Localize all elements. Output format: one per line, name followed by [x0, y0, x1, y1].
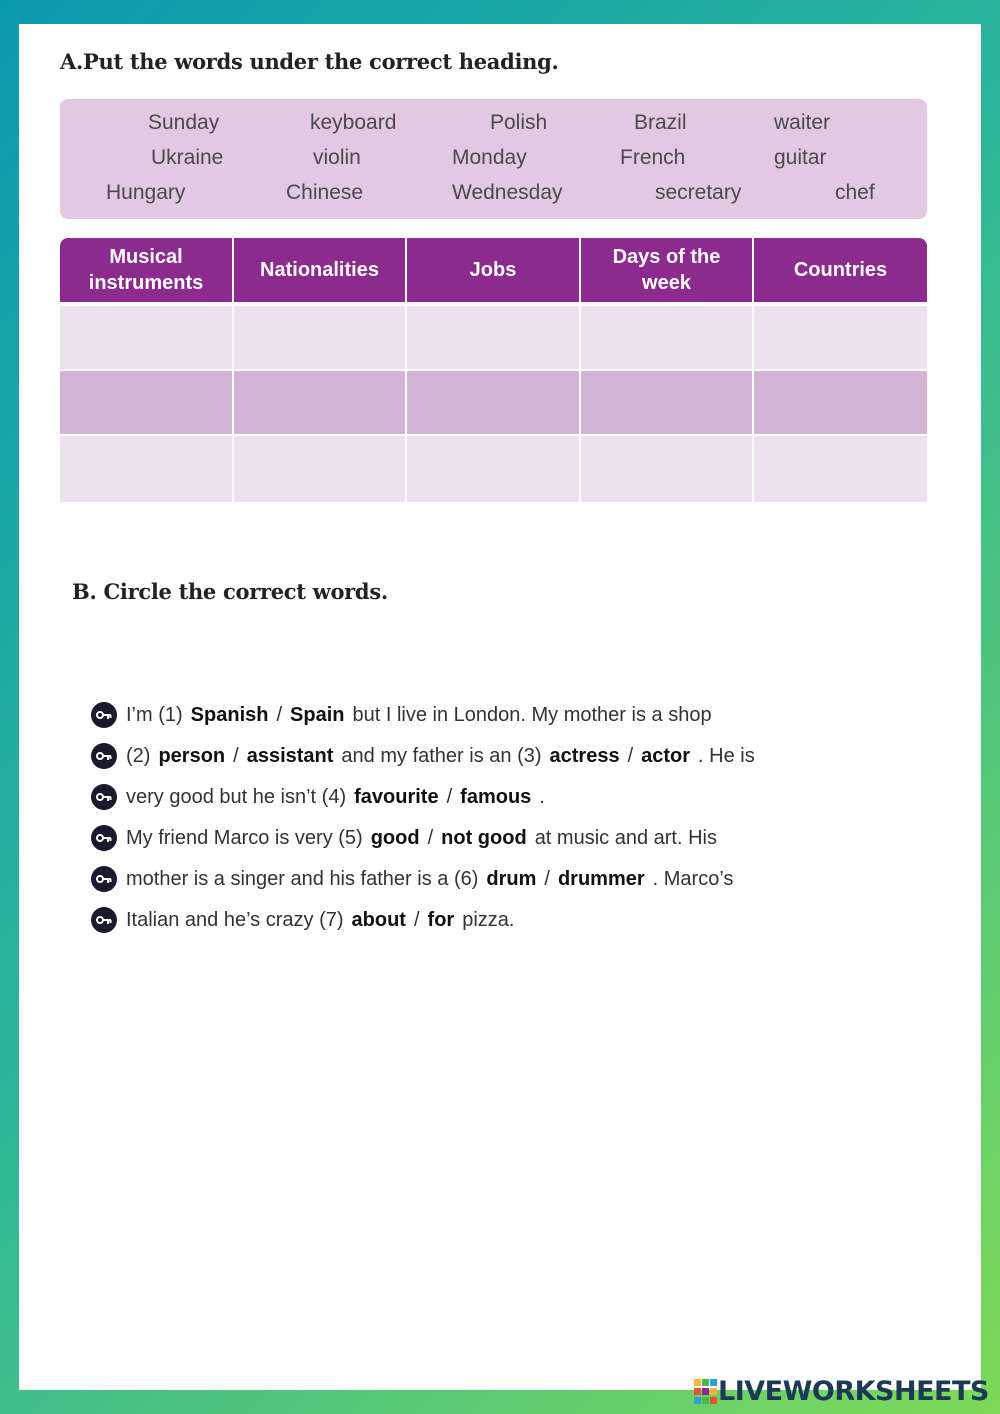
- word[interactable]: keyboard: [310, 111, 397, 134]
- drop-cell[interactable]: [407, 436, 579, 502]
- separator: /: [427, 826, 434, 849]
- option[interactable]: favourite: [354, 785, 439, 808]
- drop-cell[interactable]: [234, 371, 405, 434]
- separator: /: [627, 744, 634, 767]
- list-item: [91, 864, 733, 894]
- key-icon: [91, 866, 117, 892]
- word[interactable]: waiter: [774, 111, 831, 134]
- word[interactable]: Wednesday: [452, 181, 563, 204]
- drop-cell[interactable]: [581, 306, 752, 369]
- word[interactable]: Sunday: [148, 111, 220, 134]
- drop-cell[interactable]: [407, 306, 579, 369]
- line-text: at music and art. His: [534, 826, 717, 849]
- key-icon: [91, 702, 117, 728]
- line-text: Italian and he’s crazy (7): [126, 908, 344, 931]
- worksheet-page: [19, 24, 981, 1390]
- word[interactable]: Chinese: [286, 181, 364, 204]
- word[interactable]: Hungary: [106, 181, 186, 204]
- line-text: but I live in London. My mother is a shop: [352, 703, 712, 726]
- drop-cell[interactable]: [234, 436, 405, 502]
- drop-cell[interactable]: [754, 436, 927, 502]
- line-text: . He is: [698, 744, 755, 767]
- list-item: [91, 700, 712, 730]
- option[interactable]: drummer: [557, 867, 645, 890]
- word[interactable]: Brazil: [634, 111, 687, 134]
- section-a-title: A.Put the words under the correct heading.: [60, 49, 559, 74]
- word[interactable]: violin: [313, 146, 361, 169]
- header-musical-instruments: Musical instruments: [60, 238, 232, 302]
- header-nationalities: Nationalities: [234, 238, 405, 302]
- word[interactable]: French: [620, 146, 686, 169]
- section-b-title: B. Circle the correct words.: [72, 579, 388, 604]
- key-icon: [91, 784, 117, 810]
- header-days-of-the-week: Days of the week: [581, 238, 752, 302]
- header-countries: Countries: [754, 238, 927, 302]
- separator: /: [276, 703, 283, 726]
- word[interactable]: guitar: [774, 146, 827, 169]
- option[interactable]: Spanish: [190, 703, 269, 726]
- drop-cell[interactable]: [581, 371, 752, 434]
- option[interactable]: actress: [549, 744, 620, 767]
- key-icon: [91, 825, 117, 851]
- drop-cell[interactable]: [754, 306, 927, 369]
- line-text: I’m (1): [126, 703, 183, 726]
- word[interactable]: chef: [835, 181, 875, 204]
- separator: /: [446, 785, 453, 808]
- line-text: and my father is an (3): [341, 744, 542, 767]
- key-icon: [91, 907, 117, 933]
- option[interactable]: good: [370, 826, 420, 849]
- option[interactable]: Spain: [290, 703, 345, 726]
- key-icon: [91, 743, 117, 769]
- separator: /: [413, 908, 420, 931]
- answer-table: [60, 238, 927, 502]
- drop-cell[interactable]: [581, 436, 752, 502]
- drop-cell[interactable]: [60, 306, 232, 369]
- option[interactable]: about: [351, 908, 406, 931]
- liveworksheets-logo: [694, 1376, 989, 1407]
- separator: /: [233, 744, 239, 767]
- header-jobs: Jobs: [407, 238, 579, 302]
- word-bank: [60, 99, 927, 219]
- logo-text: LIVEWORKSHEETS: [718, 1376, 989, 1407]
- list-item: [91, 741, 755, 771]
- drop-cell[interactable]: [407, 371, 579, 434]
- list-item: [91, 823, 717, 853]
- word[interactable]: Monday: [452, 146, 527, 169]
- line-text: pizza.: [462, 908, 515, 931]
- drop-cell[interactable]: [754, 371, 927, 434]
- word[interactable]: Polish: [490, 111, 548, 134]
- drop-cell[interactable]: [60, 371, 232, 434]
- option[interactable]: drum: [486, 867, 537, 890]
- line-text: (2): [126, 744, 151, 767]
- list-item: [91, 905, 514, 935]
- drop-cell[interactable]: [60, 436, 232, 502]
- word[interactable]: secretary: [655, 181, 742, 204]
- list-item: [91, 782, 545, 812]
- line-text: very good but he isn’t (4): [126, 785, 347, 808]
- separator: /: [544, 867, 550, 890]
- line-text: My friend Marco is very (5): [126, 826, 363, 849]
- logo-icon: [694, 1379, 718, 1405]
- line-text: . Marco’s: [652, 867, 734, 890]
- option[interactable]: famous: [460, 785, 532, 808]
- drop-cell[interactable]: [234, 306, 405, 369]
- option[interactable]: not good: [441, 826, 527, 849]
- option[interactable]: person: [158, 744, 226, 767]
- line-text: mother is a singer and his father is a (6): [126, 867, 479, 890]
- line-text: .: [539, 785, 545, 808]
- option[interactable]: actor: [641, 744, 691, 767]
- option[interactable]: assistant: [246, 744, 334, 767]
- word[interactable]: Ukraine: [151, 146, 224, 169]
- option[interactable]: for: [427, 908, 455, 931]
